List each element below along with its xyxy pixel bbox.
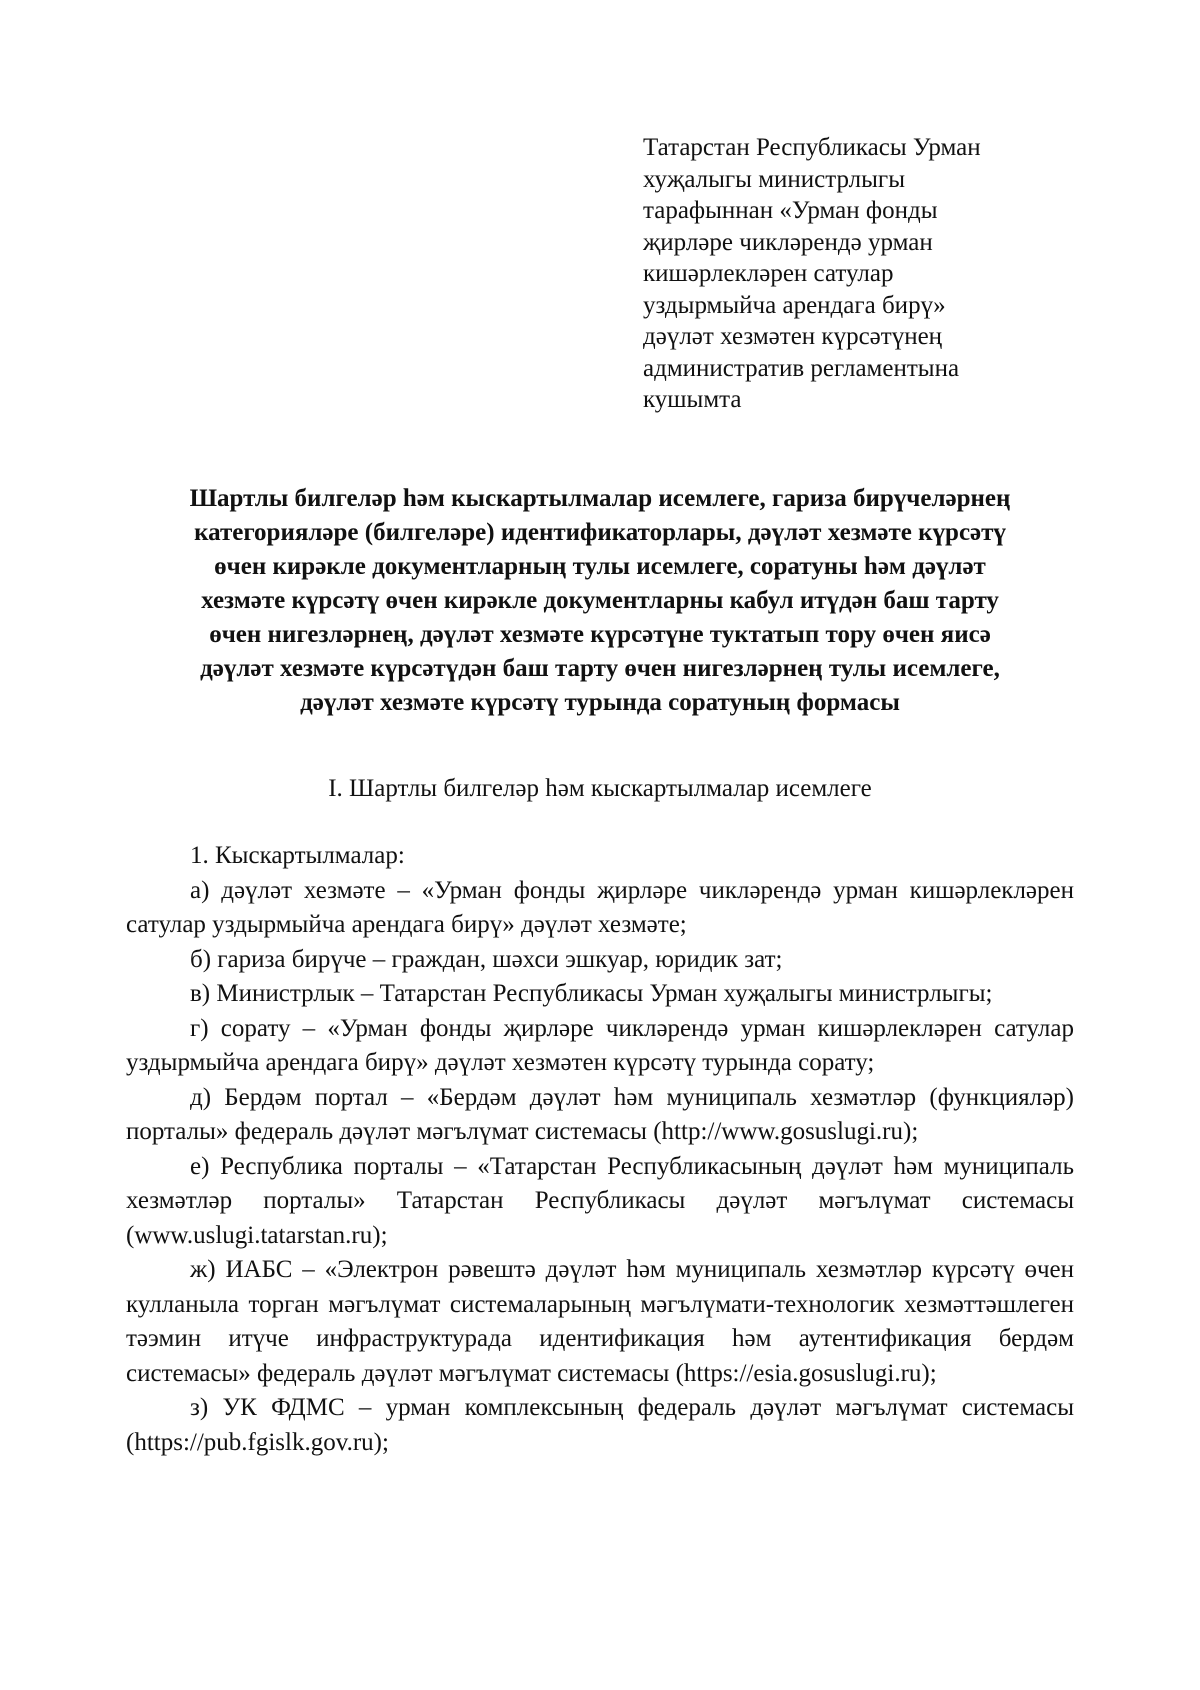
title-line: Шартлы билгеләр һәм кыскартылмалар исемлеге, гариза бирүчеләрнең bbox=[189, 485, 1011, 512]
title-line: дәүләт хезмәте күрсәтүдән баш тарту өчен нигезләрнең тулы исемлеге, bbox=[200, 655, 1000, 682]
title-line: категорияләре (билгеләре) идентификаторлары, дәүләт хезмәте күрсәтү bbox=[194, 519, 1006, 546]
title-line: хезмәте күрсәтү өчен кирәкле документларны кабул итүдән баш тарту bbox=[201, 587, 999, 614]
list-item-d: д) Бердәм портал – «Бердәм дәүләт һәм муниципаль хезмәтләр (функцияләр) порталы» федераль дәүләт мәгълүмат системасы (http://www.gosuslugi.ru); bbox=[126, 1083, 1074, 1145]
list-item-z: з) УК ФДМС – урман комплексының федераль дәүләт мәгълүмат системасы (https://pub.fgislk.gov.ru); bbox=[126, 1394, 1074, 1456]
title-line: дәүләт хезмәте күрсәтү турында соратуның формасы bbox=[300, 689, 900, 716]
title-line: өчен нигезләрнең, дәүләт хезмәте күрсәтүне туктатып тору өчен яисә bbox=[209, 621, 991, 648]
title-line: өчен кирәкле документларның тулы исемлеге, соратуны һәм дәүләт bbox=[214, 553, 986, 580]
annex-line: җирләре чикләрендә урман bbox=[643, 228, 933, 256]
list-item-e: е) Республика порталы – «Татарстан Республикасының дәүләт һәм муниципаль хезмәтләр порталы» Татарстан Республикасы дәүләт мәгълүмат системасы (www.uslugi.tatarstan.ru); bbox=[126, 1152, 1074, 1249]
list-item-abbreviations: 1. Кыскартылмалар: bbox=[190, 842, 405, 869]
annex-line: хуҗалыгы министрлыгы bbox=[643, 165, 905, 193]
section-heading: I. Шартлы билгеләр һәм кыскартылмалар исемлеге bbox=[328, 775, 872, 802]
annex-line: дәүләт хезмәтен күрсәтүнең bbox=[643, 323, 943, 350]
annex-line: кушымта bbox=[643, 386, 742, 413]
annex-note bbox=[643, 132, 1063, 416]
document-body bbox=[126, 839, 1074, 1460]
document-title bbox=[110, 482, 1090, 720]
list-item-v: в) Министрлык – Татарстан Республикасы Урман хуҗалыгы министрлыгы; bbox=[190, 980, 993, 1007]
annex-line: кишәрлекләрен сатулар bbox=[643, 260, 894, 287]
annex-line: административ регламентына bbox=[643, 354, 960, 382]
list-item-g: г) сорату – «Урман фонды җирләре чикләрендә урман кишәрлекләрен сатулар уздырмыйча арендага бирү» дәүләт хезмәтен күрсәтү турында сорату; bbox=[126, 1014, 1074, 1076]
annex-line: уздырмыйча арендага бирү» bbox=[643, 291, 946, 319]
annex-line: тарафыннан «Урман фонды bbox=[643, 197, 938, 224]
list-item-zh: ж) ИАБС – «Электрон рәвештә дәүләт һәм муниципаль хезмәтләр күрсәтү өчен кулланыла торган мәгълүмат системаларының мәгълүмати-технологик хезмәттәшлеген тәэмин итүче инфраструктурада идентификация һәм аутентификация бердәм системасы» федераль дәүләт мәгълүмат системасы (https://esia.gosuslugi.ru); bbox=[126, 1256, 1074, 1387]
list-item-b: б) гариза бирүче – граждан, шәхси эшкуар, юридик зат; bbox=[190, 945, 783, 973]
annex-line: Татарстан Республикасы Урман bbox=[643, 134, 981, 161]
list-item-a: а) дәүләт хезмәте – «Урман фонды җирләре чикләрендә урман кишәрлекләрен сатулар уздырмыйча арендага бирү» дәүләт хезмәте; bbox=[126, 876, 1074, 938]
